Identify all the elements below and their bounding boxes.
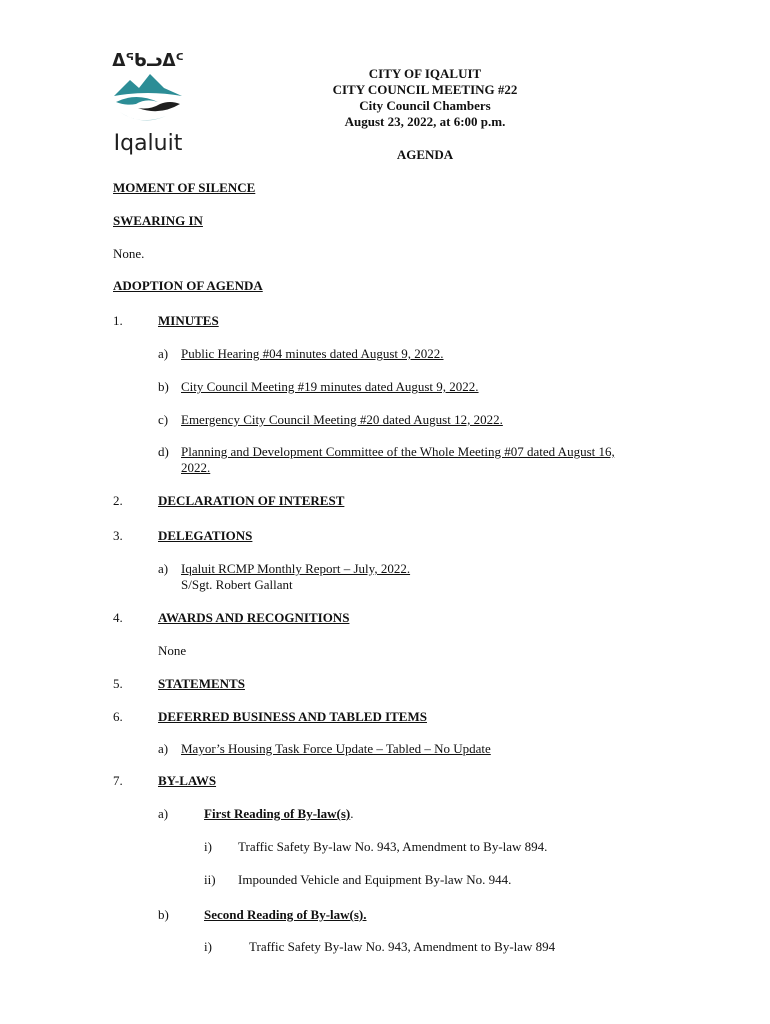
section-number: 3.	[113, 528, 123, 543]
adoption-heading: ADOPTION OF AGENDA	[113, 278, 263, 293]
section-number: 1.	[113, 313, 123, 328]
swearing-in-heading: SWEARING IN	[113, 213, 203, 228]
swearing-in-text: None.	[113, 246, 145, 261]
item-letter: a)	[158, 561, 169, 576]
first-reading-title: First Reading of By-law(s)	[204, 806, 351, 821]
item-roman: i)	[204, 839, 212, 854]
item-letter: a)	[158, 741, 169, 756]
delegations-item-a-presenter: S/Sgt. Robert Gallant	[181, 577, 293, 592]
section-number: 6.	[113, 709, 123, 724]
header-location: City Council Chambers	[359, 98, 491, 113]
awards-heading: AWARDS AND RECOGNITIONS	[158, 610, 350, 625]
logo-syllabics: ᐃᖃᓗᐃᑦ	[112, 51, 184, 71]
section-number: 2.	[113, 493, 123, 508]
header-datetime: August 23, 2022, at 6:00 p.m.	[344, 114, 506, 129]
minutes-item-c: Emergency City Council Meeting #20 dated August 12, 2022.	[181, 412, 503, 427]
second-reading-item-1: Traffic Safety By-law No. 943, Amendment to By-law 894	[249, 939, 556, 954]
section-number: 7.	[113, 773, 123, 788]
awards-text: None	[158, 643, 187, 658]
minutes-item-b: City Council Meeting #19 minutes dated August 9, 2022.	[181, 379, 479, 394]
deferred-item-a: Mayor’s Housing Task Force Update – Tabled – No Update	[181, 741, 491, 756]
first-reading-heading	[204, 806, 354, 822]
minutes-heading: MINUTES	[158, 313, 219, 328]
logo-fish-upper	[116, 97, 158, 105]
item-letter: b)	[158, 379, 169, 394]
iqaluit-logo	[106, 46, 190, 158]
minutes-item-d: Planning and Development Committee of the Whole Meeting #07 dated August 16,	[181, 444, 615, 459]
statements-heading: STATEMENTS	[158, 676, 245, 691]
item-letter: d)	[158, 444, 169, 459]
second-reading-heading: Second Reading of By-law(s).	[204, 907, 367, 922]
iqaluit-logo-graphic	[106, 46, 190, 158]
item-letter: c)	[158, 412, 169, 427]
minutes-item-d-cont: 2022.	[181, 460, 211, 475]
delegations-item-a: Iqaluit RCMP Monthly Report – July, 2022.	[181, 561, 411, 576]
moment-of-silence-heading: MOMENT OF SILENCE	[113, 180, 256, 195]
header-meeting: CITY COUNCIL MEETING #22	[332, 82, 518, 97]
delegations-heading: DELEGATIONS	[158, 528, 253, 543]
first-reading-item-2: Impounded Vehicle and Equipment By-law No. 944.	[238, 872, 512, 887]
logo-mountain-shape	[114, 74, 182, 96]
item-roman: i)	[204, 939, 212, 954]
logo-wordmark: Iqaluit	[113, 131, 183, 156]
item-letter: a)	[158, 346, 169, 361]
minutes-item-a: Public Hearing #04 minutes dated August 9, 2022.	[181, 346, 444, 361]
deferred-heading: DEFERRED BUSINESS AND TABLED ITEMS	[158, 709, 427, 724]
header-agenda: AGENDA	[396, 147, 454, 162]
logo-wave-shape	[120, 112, 166, 121]
item-letter: b)	[158, 907, 169, 922]
logo-fish-lower	[138, 102, 180, 111]
bylaws-heading: BY-LAWS	[158, 773, 217, 788]
item-letter: a)	[158, 806, 169, 821]
section-number: 5.	[113, 676, 123, 691]
first-reading-suffix: .	[350, 806, 354, 821]
declaration-heading: DECLARATION OF INTEREST	[158, 493, 345, 508]
header-city: CITY OF IQALUIT	[368, 66, 482, 81]
item-roman: ii)	[204, 872, 216, 887]
first-reading-item-1: Traffic Safety By-law No. 943, Amendment to By-law 894.	[238, 839, 548, 854]
section-number: 4.	[113, 610, 123, 625]
